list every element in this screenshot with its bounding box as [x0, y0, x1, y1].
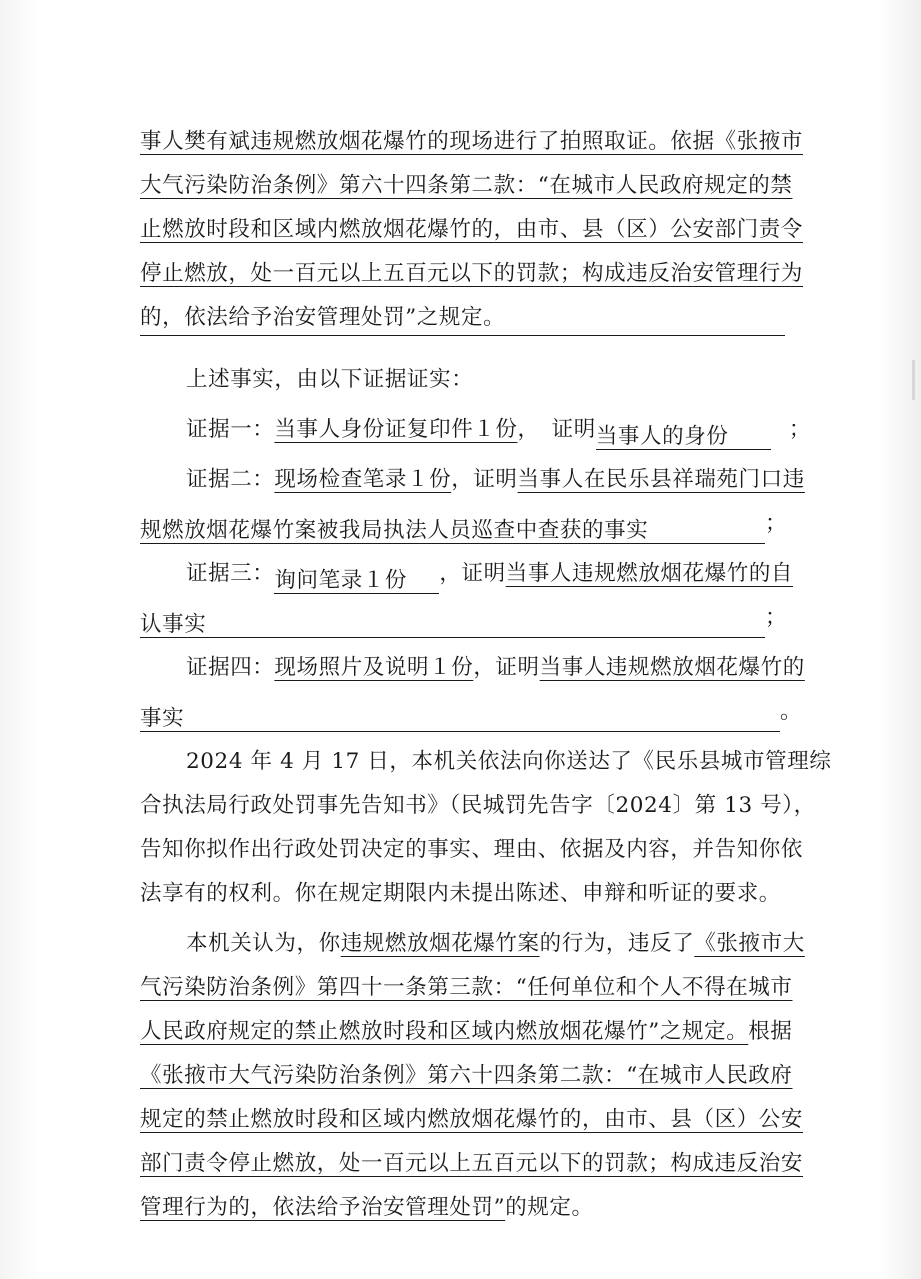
p3-line-3: 人民政府规定的禁止燃放时段和区域内燃放烟花爆竹”之规定。根据	[140, 1019, 793, 1044]
evidence-1: 证据一：当事人身份证复印件１份， 证明当事人的身份 ；	[186, 417, 811, 449]
scan-edge-mark	[912, 360, 915, 400]
evidence-intro: 上述事实，由以下证据证实：	[186, 367, 474, 392]
document-body	[140, 122, 832, 1232]
p1-line-5: 的，依法给予治安管理处罚”之规定。	[140, 298, 785, 342]
p3-line-4: 《张掖市大气污染防治条例》第六十四条第二款：“在城市人民政府	[140, 1063, 793, 1088]
evidence-2-label: 证据二：	[186, 467, 275, 492]
p1-line-2: 大气污染防治条例》第六十四条第二款：“在城市人民政府规定的禁	[140, 173, 793, 198]
evidence-2-fact-field: 规燃放烟花爆竹案被我局执法人员巡查中查获的事实	[140, 511, 765, 544]
p1-line-1: 事人樊有斌违规燃放烟花爆竹的现场进行了拍照取证。依据《张掖市	[140, 129, 804, 154]
p2-line-4: 法享有的权利。你在规定期限内未提出陈述、申辩和听证的要求。	[140, 881, 781, 906]
evidence-4-line-1: 证据四：现场照片及说明１份，证明当事人违规燃放烟花爆竹的	[186, 655, 805, 680]
p2-line-1: 2024 年 4 月 17 日，本机关依法向你送达了《民乐县城市管理综	[186, 749, 832, 774]
fill-underline	[140, 335, 785, 336]
evidence-3-line-2: 认事实 ；	[140, 605, 788, 637]
evidence-3-item-field: 询问笔录１份	[274, 561, 439, 594]
p3-line-6: 部门责令停止燃放，处一百元以上五百元以下的罚款；构成违反治安	[140, 1151, 804, 1176]
p2-line-2: 合执法局行政处罚事先告知书》（民城罚先告字〔2024〕第 13 号），	[140, 793, 816, 818]
evidence-3-fact-field: 认事实	[140, 605, 765, 638]
evidence-1-label: 证据一：	[186, 417, 275, 442]
p3-line-7: 管理行为的，依法给予治安管理处罚”的规定。	[140, 1195, 594, 1220]
evidence-4-line-2: 事实 。	[140, 699, 803, 731]
case-name: 违规燃放烟花爆竹案	[340, 931, 540, 956]
p3-line-5: 规定的禁止燃放时段和区域内燃放烟花爆竹的，由市、县（区）公安	[140, 1107, 804, 1132]
p3-line-2: 气污染防治条例》第四十一条第三款：“任何单位和个人不得在城市	[140, 975, 793, 1000]
p1-line-4: 停止燃放，处一百元以上五百元以下的罚款；构成违反治安管理行为	[140, 261, 804, 286]
evidence-4-fact-field: 事实	[140, 699, 780, 732]
p3-line-1: 本机关认为，你违规燃放烟花爆竹案的行为，违反了《张掖市大	[186, 931, 805, 956]
evidence-1-item: 当事人身份证复印件１份	[274, 417, 518, 442]
evidence-4-label: 证据四：	[186, 655, 275, 680]
evidence-2-item: 现场检查笔录１份	[274, 467, 452, 492]
p1-line-3: 止燃放时段和区域内燃放烟花爆竹的，由市、县（区）公安部门责令	[140, 217, 804, 242]
evidence-1-fact-field: 当事人的身份	[596, 417, 771, 450]
evidence-4-item: 现场照片及说明１份	[274, 655, 474, 680]
evidence-3-line-1: 证据三：询问笔录１份 ，证明当事人违规燃放烟花爆竹的自	[186, 561, 794, 593]
evidence-2-line-2: 规燃放烟花爆竹案被我局执法人员巡查中查获的事实 ；	[140, 511, 788, 543]
evidence-2-line-1: 证据二：现场检查笔录１份，证明当事人在民乐县祥瑞苑门口违	[186, 467, 805, 492]
p2-line-3: 告知你拟作出行政处罚决定的事实、理由、依据及内容，并告知你依	[140, 837, 804, 862]
evidence-3-label: 证据三：	[186, 561, 275, 586]
